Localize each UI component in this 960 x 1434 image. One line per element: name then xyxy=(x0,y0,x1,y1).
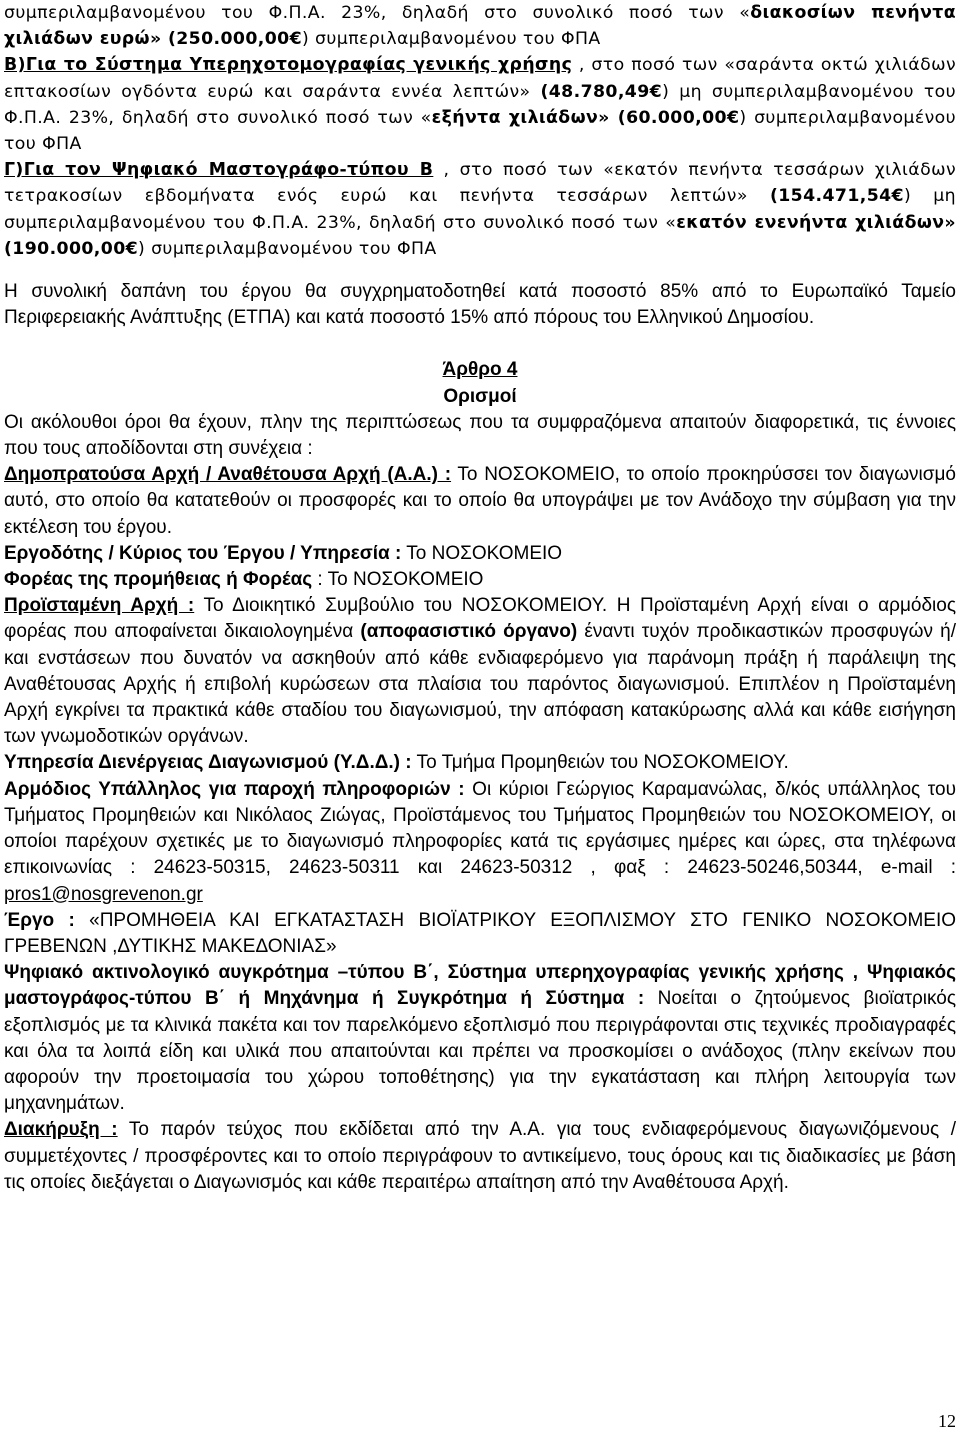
definition-contact-officer: Αρμόδιος Υπάλληλος για παροχή πληροφοριών : Οι κύριοι Γεώργιος Καραμανώλας, δ/κός υπάλληλος του Τμήματος Προμηθειών και Νικόλαος Ζιώγας, Προϊστάμενος του Τμήματος Προμηθειών του ΝΟΣΟΚΟΜΕΙΟΥ, οι οποίοι παρέχουν σχετικές με το διαγωνισμό πληροφορίες κατά τις εργάσιμες ημέρες και ώρες, στα τηλέφωνα επικοινωνίας : 24623-50315, 24623-50311 και 24623-50312 , φαξ : 24623-50246,50344, e-mail : pros1@nosgrevenon.gr xyxy=(4,778,957,905)
article-number: Άρθρο 4 xyxy=(442,359,518,381)
amount-paragraph-c: Γ)Για τον Ψηφιακό Μαστογράφο-τύπου Β , στο ποσό των «εκατόν πενήντα τεσσάρων χιλιάδων τετρακοσίων εβδομήνατα ενός ευρώ και πενήντα τεσσάρων λεπτών» (154.471,54€) μη συμπεριλαμβανομένου του Φ.Π.Α. 23%, δηλαδή στο συνολικό ποσό των «εκατόν ενενήντα χιλιάδων» (190.000,00€) συμπεριλαμβανομένου του ΦΠΑ xyxy=(4,160,956,259)
email-link[interactable]: pros1@nosgrevenon.gr xyxy=(4,883,203,905)
definition-contracting-authority: Δημοπρατούσα Αρχή / Αναθέτουσα Αρχή (Α.Α.) : Το ΝΟΣΟΚΟΜΕΙΟ, το οποίο προκηρύσσει τον διαγωνισμό αυτό, στο οποίο θα κατατεθούν οι προσφορές και το οποίο θα υπογράψει με τον Ανάδοχο την σύμβαση για την εκτέλεση του έργου. xyxy=(4,464,957,538)
page-number: 12 xyxy=(938,1411,956,1431)
definition-tender-service: Υπηρεσία Διενέργειας Διαγωνισμού (Υ.Δ.Δ.) : Το Τμήμα Προμηθειών του ΝΟΣΟΚΟΜΕΙΟΥ. xyxy=(4,752,789,774)
definitions-intro: Οι ακόλουθοι όροι θα έχουν, πλην της περιπτώσεως που τα συμφραζόμενα απαιτούν διαφορετικά, τις έννοιες που τους αποδίδονται στη συνέχεια : xyxy=(4,411,956,460)
definition-declaration: Διακήρυξη : Το παρόν τεύχος που εκδίδεται από την Α.Α. για τους ενδιαφερόμενους διαγωνιζόμενους / συμμετέχοντες / προσφέροντες και το οποίο περιγράφουν το αντικείμενο, τους όρους και τις διαδικασίες με βάση τις οποίες διεξάγεται ο Διαγωνισμός και κάθε περαιτέρω απαίτηση από την Αναθέτουσα Αρχή. xyxy=(4,1119,956,1193)
definition-supervising-authority: Προϊσταμένη Αρχή : Το Διοικητικό Συμβούλιο του ΝΟΣΟΚΟΜΕΙΟΥ. Η Προϊσταμένη Αρχή είναι ο αρμόδιος φορέας που αποφαίνεται δικαιολογημένα (αποφασιστικό όργανο) έναντι τυχόν προδικαστικών προσφυγών ή/και ενστάσεων που δυνατόν να ασκηθούν από κάθε ενδιαφερόμενο για παράνομη πράξη ή παράλειψη της Αναθέτουσας Αρχής ή επιβολή κυρώσεων στα πλαίσια του παρόντος διαγωνισμού. Επιπλέον η Προϊσταμένη Αρχή εγκρίνει τα πρακτικά κάθε σταδίου του διαγωνισμού, την απόφαση κατακύρωσης αλλά και κάθε εισήγηση των γνωμοδοτικών οργάνων. xyxy=(4,595,956,748)
definition-procurement-body: Φορέας της προμήθειας ή Φορέας : Το ΝΟΣΟΚΟΜΕΙΟ xyxy=(4,569,484,591)
definition-employer: Εργοδότης / Κύριος του Έργου / Υπηρεσία : Το ΝΟΣΟΚΟΜΕΙΟ xyxy=(4,542,563,564)
funding-paragraph: Η συνολική δαπάνη του έργου θα συγχρηματοδοτηθεί κατά ποσοστό 85% από το Ευρωπαϊκό Ταμείο Περιφερειακής Ανάπτυξης (ΕΤΠΑ) και κατά ποσοστό 15% από πόρους του Ελληνικού Δημοσίου. xyxy=(4,281,956,329)
amount-paragraph-b: Β)Για το Σύστημα Υπερηχοτομογραφίας γενικής χρήσης , στο ποσό των «σαράντα οκτώ χιλιάδων επτακοσίων ογδόντα ευρώ και σαράντα εννέα λεπτών» (48.780,49€) μη συμπεριλαμβανομένου του Φ.Π.Α. 23%, δηλαδή στο συνολικό ποσό των «εξήντα χιλιάδων» (60.000,00€) συμπεριλαμβανομένου του ΦΠΑ xyxy=(4,55,956,155)
article-title: Ορισμοί xyxy=(443,385,517,407)
definition-project: Έργο : «ΠΡΟΜΗΘΕΙΑ ΚΑΙ ΕΓΚΑΤΑΣΤΑΣΗ ΒΙΟΪΑΤΡΙΚΟΥ ΕΞΟΠΛΙΣΜΟΥ ΣΤΟ ΓΕΝΙΚΟ ΝΟΣΟΚΟΜΕΙΟ ΓΡΕΒΕΝΩΝ ,ΔΥΤΙΚΗΣ ΜΑΚΕΔΟΝΙΑΣ» xyxy=(4,909,957,957)
definition-equipment: Ψηφιακό ακτινολογικό αυγκρότημα –τύπου Β΄, Σύστημα υπερηχογραφίας γενικής χρήσης , Ψηφιακός μαστογράφος-τύπου Β΄ ή Μηχάνημα ή Συγκρότημα ή Σύστημα : Νοείται ο ζητούμενος βιοϊατρικός εξοπλισμός με τα κλινικά πακέτα και τον παρελκόμενο εξοπλισμό που περιγράφονται στις τεχνικές προδιαγραφές και όλα τα λοιπά είδη και υλικά που απαιτούνται και πρέπει να προσκομίσει ο ανάδοχος (πλην εκείνων που αφορούν την προετοιμασία του χώρου τοποθέτησης) για την εγκατάσταση και πλήρη λειτουργία των μηχανημάτων. xyxy=(4,962,956,1115)
amount-paragraph-a: συμπεριλαμβανομένου του Φ.Π.Α. 23%, δηλαδή στο συνολικό ποσό των «διακοσίων πενήντα χιλιάδων ευρώ» (250.000,00€) συμπεριλαμβανομένου του ΦΠΑ xyxy=(4,3,956,50)
